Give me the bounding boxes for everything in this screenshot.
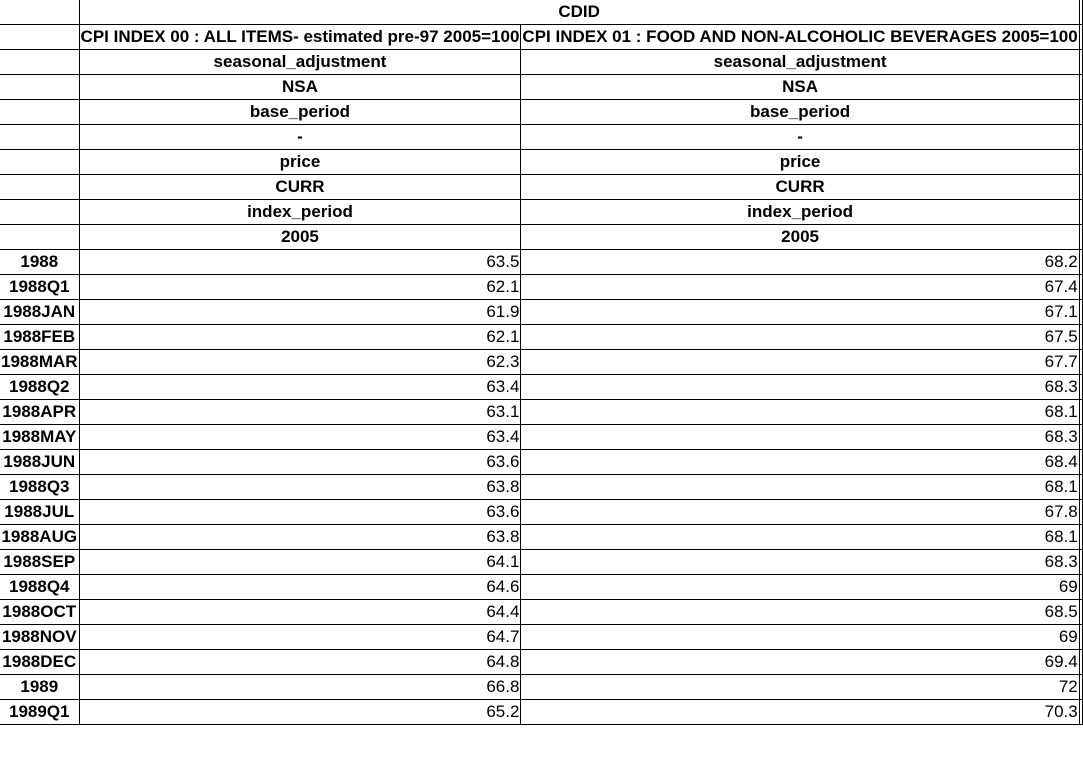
- table-row: [0, 550, 1082, 575]
- cpi-00-value[interactable]: 63.1: [79, 400, 521, 425]
- cpi-00-value[interactable]: 66.8: [79, 675, 521, 700]
- meta-row: [0, 225, 1082, 250]
- table-row: [0, 325, 1082, 350]
- meta-cell[interactable]: 2005: [79, 225, 521, 250]
- corner-cell[interactable]: [0, 0, 79, 25]
- cpi-00-value[interactable]: 64.6: [79, 575, 521, 600]
- cpi-00-value[interactable]: 63.4: [79, 425, 521, 450]
- corner-cell[interactable]: [0, 125, 79, 150]
- series-title-row: [0, 25, 1082, 50]
- cpi-00-value[interactable]: 64.8: [79, 650, 521, 675]
- meta-cell[interactable]: index_period: [79, 200, 521, 225]
- empty-cell[interactable]: [1079, 150, 1082, 175]
- cpi-00-value[interactable]: 62.1: [79, 325, 521, 350]
- meta-cell[interactable]: CURR: [521, 175, 1079, 200]
- empty-cell[interactable]: [1079, 550, 1082, 575]
- cpi-01-value[interactable]: 67.4: [521, 275, 1079, 300]
- cpi-00-value[interactable]: 62.1: [79, 275, 521, 300]
- empty-cell[interactable]: [1079, 125, 1082, 150]
- meta-cell[interactable]: price: [79, 150, 521, 175]
- period-label[interactable]: 1988OCT: [0, 600, 79, 625]
- cpi-01-value[interactable]: 68.1: [521, 475, 1079, 500]
- table-row: [0, 300, 1082, 325]
- cpi-01-value[interactable]: 72: [521, 675, 1079, 700]
- cpi-01-value[interactable]: 69.4: [521, 650, 1079, 675]
- empty-cell[interactable]: [1079, 600, 1082, 625]
- meta-cell[interactable]: -: [79, 125, 521, 150]
- cpi-01-value[interactable]: 68.4: [521, 450, 1079, 475]
- period-label[interactable]: 1988: [0, 250, 79, 275]
- cpi-01-value[interactable]: 67.7: [521, 350, 1079, 375]
- corner-cell[interactable]: [0, 50, 79, 75]
- period-label[interactable]: 1988AUG: [0, 525, 79, 550]
- cpi-01-value[interactable]: 68.3: [521, 425, 1079, 450]
- table-row: [0, 450, 1082, 475]
- cpi-01-value[interactable]: 68.3: [521, 375, 1079, 400]
- period-label[interactable]: 1988FEB: [0, 325, 79, 350]
- cpi-00-value[interactable]: 63.8: [79, 475, 521, 500]
- cpi-01-value[interactable]: 69: [521, 625, 1079, 650]
- series-title-cpi-01[interactable]: CPI INDEX 01 : FOOD AND NON-ALCOHOLIC BEVERAGES 2005=100: [521, 25, 1079, 50]
- empty-cell[interactable]: [1079, 675, 1082, 700]
- table-row: [0, 625, 1082, 650]
- table-row: [0, 275, 1082, 300]
- period-label[interactable]: 1988Q1: [0, 275, 79, 300]
- empty-cell[interactable]: [1079, 50, 1082, 75]
- table-row: [0, 600, 1082, 625]
- cpi-00-value[interactable]: 63.8: [79, 525, 521, 550]
- cpi-00-value[interactable]: 64.7: [79, 625, 521, 650]
- table-row: [0, 700, 1082, 725]
- empty-cell[interactable]: [1079, 100, 1082, 125]
- cpi-00-value[interactable]: 63.6: [79, 450, 521, 475]
- empty-cell[interactable]: [1079, 375, 1082, 400]
- cpi-01-value[interactable]: 67.8: [521, 500, 1079, 525]
- period-label[interactable]: 1988MAR: [0, 350, 79, 375]
- cdid-row: [0, 0, 1082, 25]
- meta-row: [0, 125, 1082, 150]
- cpi-01-value[interactable]: 69: [521, 575, 1079, 600]
- meta-cell[interactable]: seasonal_adjustment: [521, 50, 1079, 75]
- meta-cell[interactable]: CURR: [79, 175, 521, 200]
- period-label[interactable]: 1988JUL: [0, 500, 79, 525]
- series-title-cpi-00[interactable]: CPI INDEX 00 : ALL ITEMS- estimated pre-97 2005=100: [79, 25, 521, 50]
- empty-cell[interactable]: [1079, 275, 1082, 300]
- empty-cell[interactable]: [1079, 200, 1082, 225]
- cpi-00-value[interactable]: 63.5: [79, 250, 521, 275]
- table-row: [0, 500, 1082, 525]
- empty-cell[interactable]: [1079, 475, 1082, 500]
- cpi-01-value[interactable]: 67.5: [521, 325, 1079, 350]
- period-label[interactable]: 1988Q4: [0, 575, 79, 600]
- period-label[interactable]: 1988MAY: [0, 425, 79, 450]
- meta-cell[interactable]: price: [521, 150, 1079, 175]
- corner-cell[interactable]: [0, 100, 79, 125]
- corner-cell[interactable]: [0, 200, 79, 225]
- empty-cell[interactable]: [1079, 175, 1082, 200]
- meta-cell[interactable]: base_period: [79, 100, 521, 125]
- cpi-01-value[interactable]: 70.3: [521, 700, 1079, 725]
- period-label[interactable]: 1988Q2: [0, 375, 79, 400]
- cpi-01-value[interactable]: 68.1: [521, 525, 1079, 550]
- cpi-00-value[interactable]: 65.2: [79, 700, 521, 725]
- empty-cell[interactable]: [1079, 25, 1082, 50]
- cpi-01-value[interactable]: 67.1: [521, 300, 1079, 325]
- period-label[interactable]: 1988APR: [0, 400, 79, 425]
- corner-cell[interactable]: [0, 225, 79, 250]
- period-label[interactable]: 1988SEP: [0, 550, 79, 575]
- empty-cell[interactable]: [1079, 700, 1082, 725]
- empty-cell[interactable]: [1079, 575, 1082, 600]
- meta-cell[interactable]: index_period: [521, 200, 1079, 225]
- cpi-01-value[interactable]: 68.5: [521, 600, 1079, 625]
- meta-cell[interactable]: 2005: [521, 225, 1079, 250]
- corner-cell[interactable]: [0, 150, 79, 175]
- empty-cell[interactable]: [1079, 500, 1082, 525]
- empty-cell[interactable]: [1079, 325, 1082, 350]
- empty-cell[interactable]: [1079, 450, 1082, 475]
- period-label[interactable]: 1989Q1: [0, 700, 79, 725]
- empty-cell[interactable]: [1079, 250, 1082, 275]
- corner-cell[interactable]: [0, 25, 79, 50]
- empty-cell[interactable]: [1079, 650, 1082, 675]
- meta-row: [0, 200, 1082, 225]
- cpi-01-value[interactable]: 68.1: [521, 400, 1079, 425]
- period-label[interactable]: 1988JAN: [0, 300, 79, 325]
- meta-row: [0, 50, 1082, 75]
- meta-cell[interactable]: -: [521, 125, 1079, 150]
- meta-row: [0, 175, 1082, 200]
- period-label[interactable]: 1988NOV: [0, 625, 79, 650]
- empty-cell[interactable]: [1079, 75, 1082, 100]
- meta-cell[interactable]: base_period: [521, 100, 1079, 125]
- empty-cell[interactable]: [1079, 350, 1082, 375]
- table-row: [0, 250, 1082, 275]
- empty-cell[interactable]: [1079, 0, 1082, 25]
- table-row: [0, 425, 1082, 450]
- period-label[interactable]: 1988JUN: [0, 450, 79, 475]
- empty-cell[interactable]: [1079, 425, 1082, 450]
- cpi-00-value[interactable]: 64.1: [79, 550, 521, 575]
- table-row: [0, 525, 1082, 550]
- table-row: [0, 350, 1082, 375]
- table-row: [0, 375, 1082, 400]
- empty-cell[interactable]: [1079, 300, 1082, 325]
- cpi-00-value[interactable]: 63.6: [79, 500, 521, 525]
- cpi-01-value[interactable]: 68.2: [521, 250, 1079, 275]
- table-row: [0, 675, 1082, 700]
- empty-cell[interactable]: [1079, 525, 1082, 550]
- empty-cell[interactable]: [1079, 625, 1082, 650]
- cpi-00-value[interactable]: 62.3: [79, 350, 521, 375]
- meta-cell[interactable]: NSA: [521, 75, 1079, 100]
- table-row: [0, 400, 1082, 425]
- empty-cell[interactable]: [1079, 225, 1082, 250]
- table-row: [0, 575, 1082, 600]
- corner-cell[interactable]: [0, 75, 79, 100]
- meta-row: [0, 150, 1082, 175]
- period-label[interactable]: 1988Q3: [0, 475, 79, 500]
- corner-cell[interactable]: [0, 175, 79, 200]
- cpi-00-value[interactable]: 61.9: [79, 300, 521, 325]
- meta-row: [0, 75, 1082, 100]
- period-label[interactable]: 1989: [0, 675, 79, 700]
- empty-cell[interactable]: [1079, 400, 1082, 425]
- meta-row: [0, 100, 1082, 125]
- period-label[interactable]: 1988DEC: [0, 650, 79, 675]
- meta-cell[interactable]: NSA: [79, 75, 521, 100]
- meta-cell[interactable]: seasonal_adjustment: [79, 50, 521, 75]
- cpi-01-value[interactable]: 68.3: [521, 550, 1079, 575]
- cdid-header[interactable]: CDID: [79, 0, 1079, 25]
- cpi-00-value[interactable]: 64.4: [79, 600, 521, 625]
- cpi-00-value[interactable]: 63.4: [79, 375, 521, 400]
- table-row: [0, 650, 1082, 675]
- table-row: [0, 475, 1082, 500]
